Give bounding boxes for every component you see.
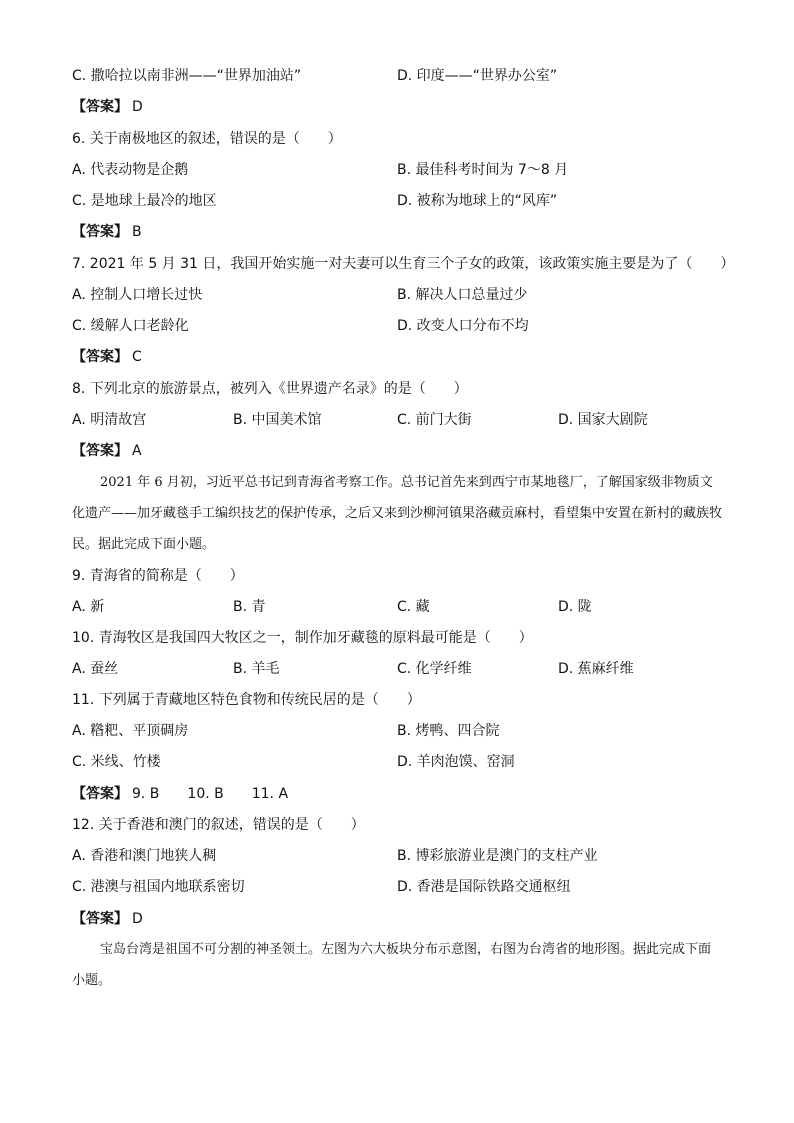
answer-value: C [132, 349, 142, 365]
q6-option-a: A. 代表动物是企鹅 [72, 162, 189, 178]
answer-tag: 【答案】 [72, 443, 128, 459]
q7-option-b: B. 解决人口总量过少 [397, 287, 528, 303]
q7-option-d: D. 改变人口分布不均 [397, 318, 529, 334]
q11-option-c: C. 米线、竹楼 [72, 754, 161, 770]
q10-option-c: C. 化学纤维 [397, 661, 472, 677]
q12-answer [72, 909, 143, 929]
q9-11-answer [72, 784, 288, 804]
q10-option-a: A. 蚕丝 [72, 661, 119, 677]
answer-tag: 【答案】 [72, 99, 128, 115]
q10-option-d: D. 蕉麻纤维 [558, 661, 634, 677]
q9-option-a: A. 新 [72, 599, 105, 615]
q8-option-b: B. 中国美术馆 [233, 412, 322, 428]
q8-stem: 8. 下列北京的旅游景点，被列入《世界遗产名录》的是（ ） [72, 381, 468, 397]
answer-value: 9. B 10. B 11. A [132, 786, 289, 802]
q11-option-a: A. 糌粑、平顶碉房 [72, 723, 189, 739]
answer-tag: 【答案】 [72, 224, 128, 240]
q12-stem: 12. 关于香港和澳门的叙述，错误的是（ ） [72, 817, 365, 833]
q11-option-d: D. 羊肉泡馍、窑洞 [397, 754, 515, 770]
q9-option-d: D. 陇 [558, 599, 592, 615]
answer-tag: 【答案】 [72, 349, 128, 365]
q9-stem: 9. 青海省的简称是（ ） [72, 568, 244, 584]
answer-value: A [132, 443, 142, 459]
q12-option-a: A. 香港和澳门地狭人稠 [72, 848, 217, 864]
q12-option-d: D. 香港是国际铁路交通枢纽 [397, 879, 571, 895]
answer-tag: 【答案】 [72, 786, 128, 802]
q7-stem: 7. 2021 年 5 月 31 日，我国开始实施一对夫妻可以生育三个子女的政策，该政策实施主要是为了（ ） [72, 256, 735, 272]
q10-option-b: B. 羊毛 [233, 661, 280, 677]
q5-option-d: D. 印度——“世界办公室” [397, 68, 558, 84]
answer-value: D [132, 99, 143, 115]
q12-option-b: B. 博彩旅游业是澳门的支柱产业 [397, 848, 598, 864]
q10-stem: 10. 青海牧区是我国四大牧区之一，制作加牙藏毯的原料最可能是（ ） [72, 630, 533, 646]
q8-option-c: C. 前门大街 [397, 412, 472, 428]
answer-value: D [132, 911, 143, 927]
q6-answer [72, 222, 142, 242]
answer-tag: 【答案】 [72, 911, 128, 927]
answer-value: B [132, 224, 142, 240]
q8-answer [72, 441, 142, 461]
q12-option-c: C. 港澳与祖国内地联系密切 [72, 879, 245, 895]
q9-option-c: C. 藏 [397, 599, 430, 615]
q6-stem: 6. 关于南极地区的叙述，错误的是（ ） [72, 131, 342, 147]
q8-option-a: A. 明清故宫 [72, 412, 147, 428]
q8-option-d: D. 国家大剧院 [558, 412, 648, 428]
q11-option-b: B. 烤鸭、四合院 [397, 723, 500, 739]
q6-option-c: C. 是地球上最冷的地区 [72, 193, 217, 209]
q6-option-d: D. 被称为地球上的“风库” [397, 193, 558, 209]
q7-answer [72, 347, 142, 367]
q5-answer [72, 97, 143, 117]
q6-option-b: B. 最佳科考时间为 7～8 月 [397, 162, 569, 178]
q5-option-c: C. 撒哈拉以南非洲——“世界加油站” [72, 68, 302, 84]
q9-option-b: B. 青 [233, 599, 266, 615]
reading-passage-taiwan: 宝岛台湾是祖国不可分割的神圣领土。左图为六大板块分布示意图，右图为台湾省的地形图。据此完成下面小题。 [72, 942, 712, 988]
q7-option-a: A. 控制人口增长过快 [72, 287, 203, 303]
q7-option-c: C. 缓解人口老龄化 [72, 318, 189, 334]
q11-stem: 11. 下列属于青藏地区特色食物和传统民居的是（ ） [72, 692, 421, 708]
reading-passage-qinghai: 2021 年 6 月初，习近平总书记到青海省考察工作。总书记首先来到西宁市某地毯厂，了解国家级非物质文化遗产——加牙藏毯手工编织技艺的保护传承，之后又来到沙柳河镇果洛藏贡麻村，看望集中安置在新村的藏族牧民。据此完成下面小题。 [72, 475, 723, 552]
